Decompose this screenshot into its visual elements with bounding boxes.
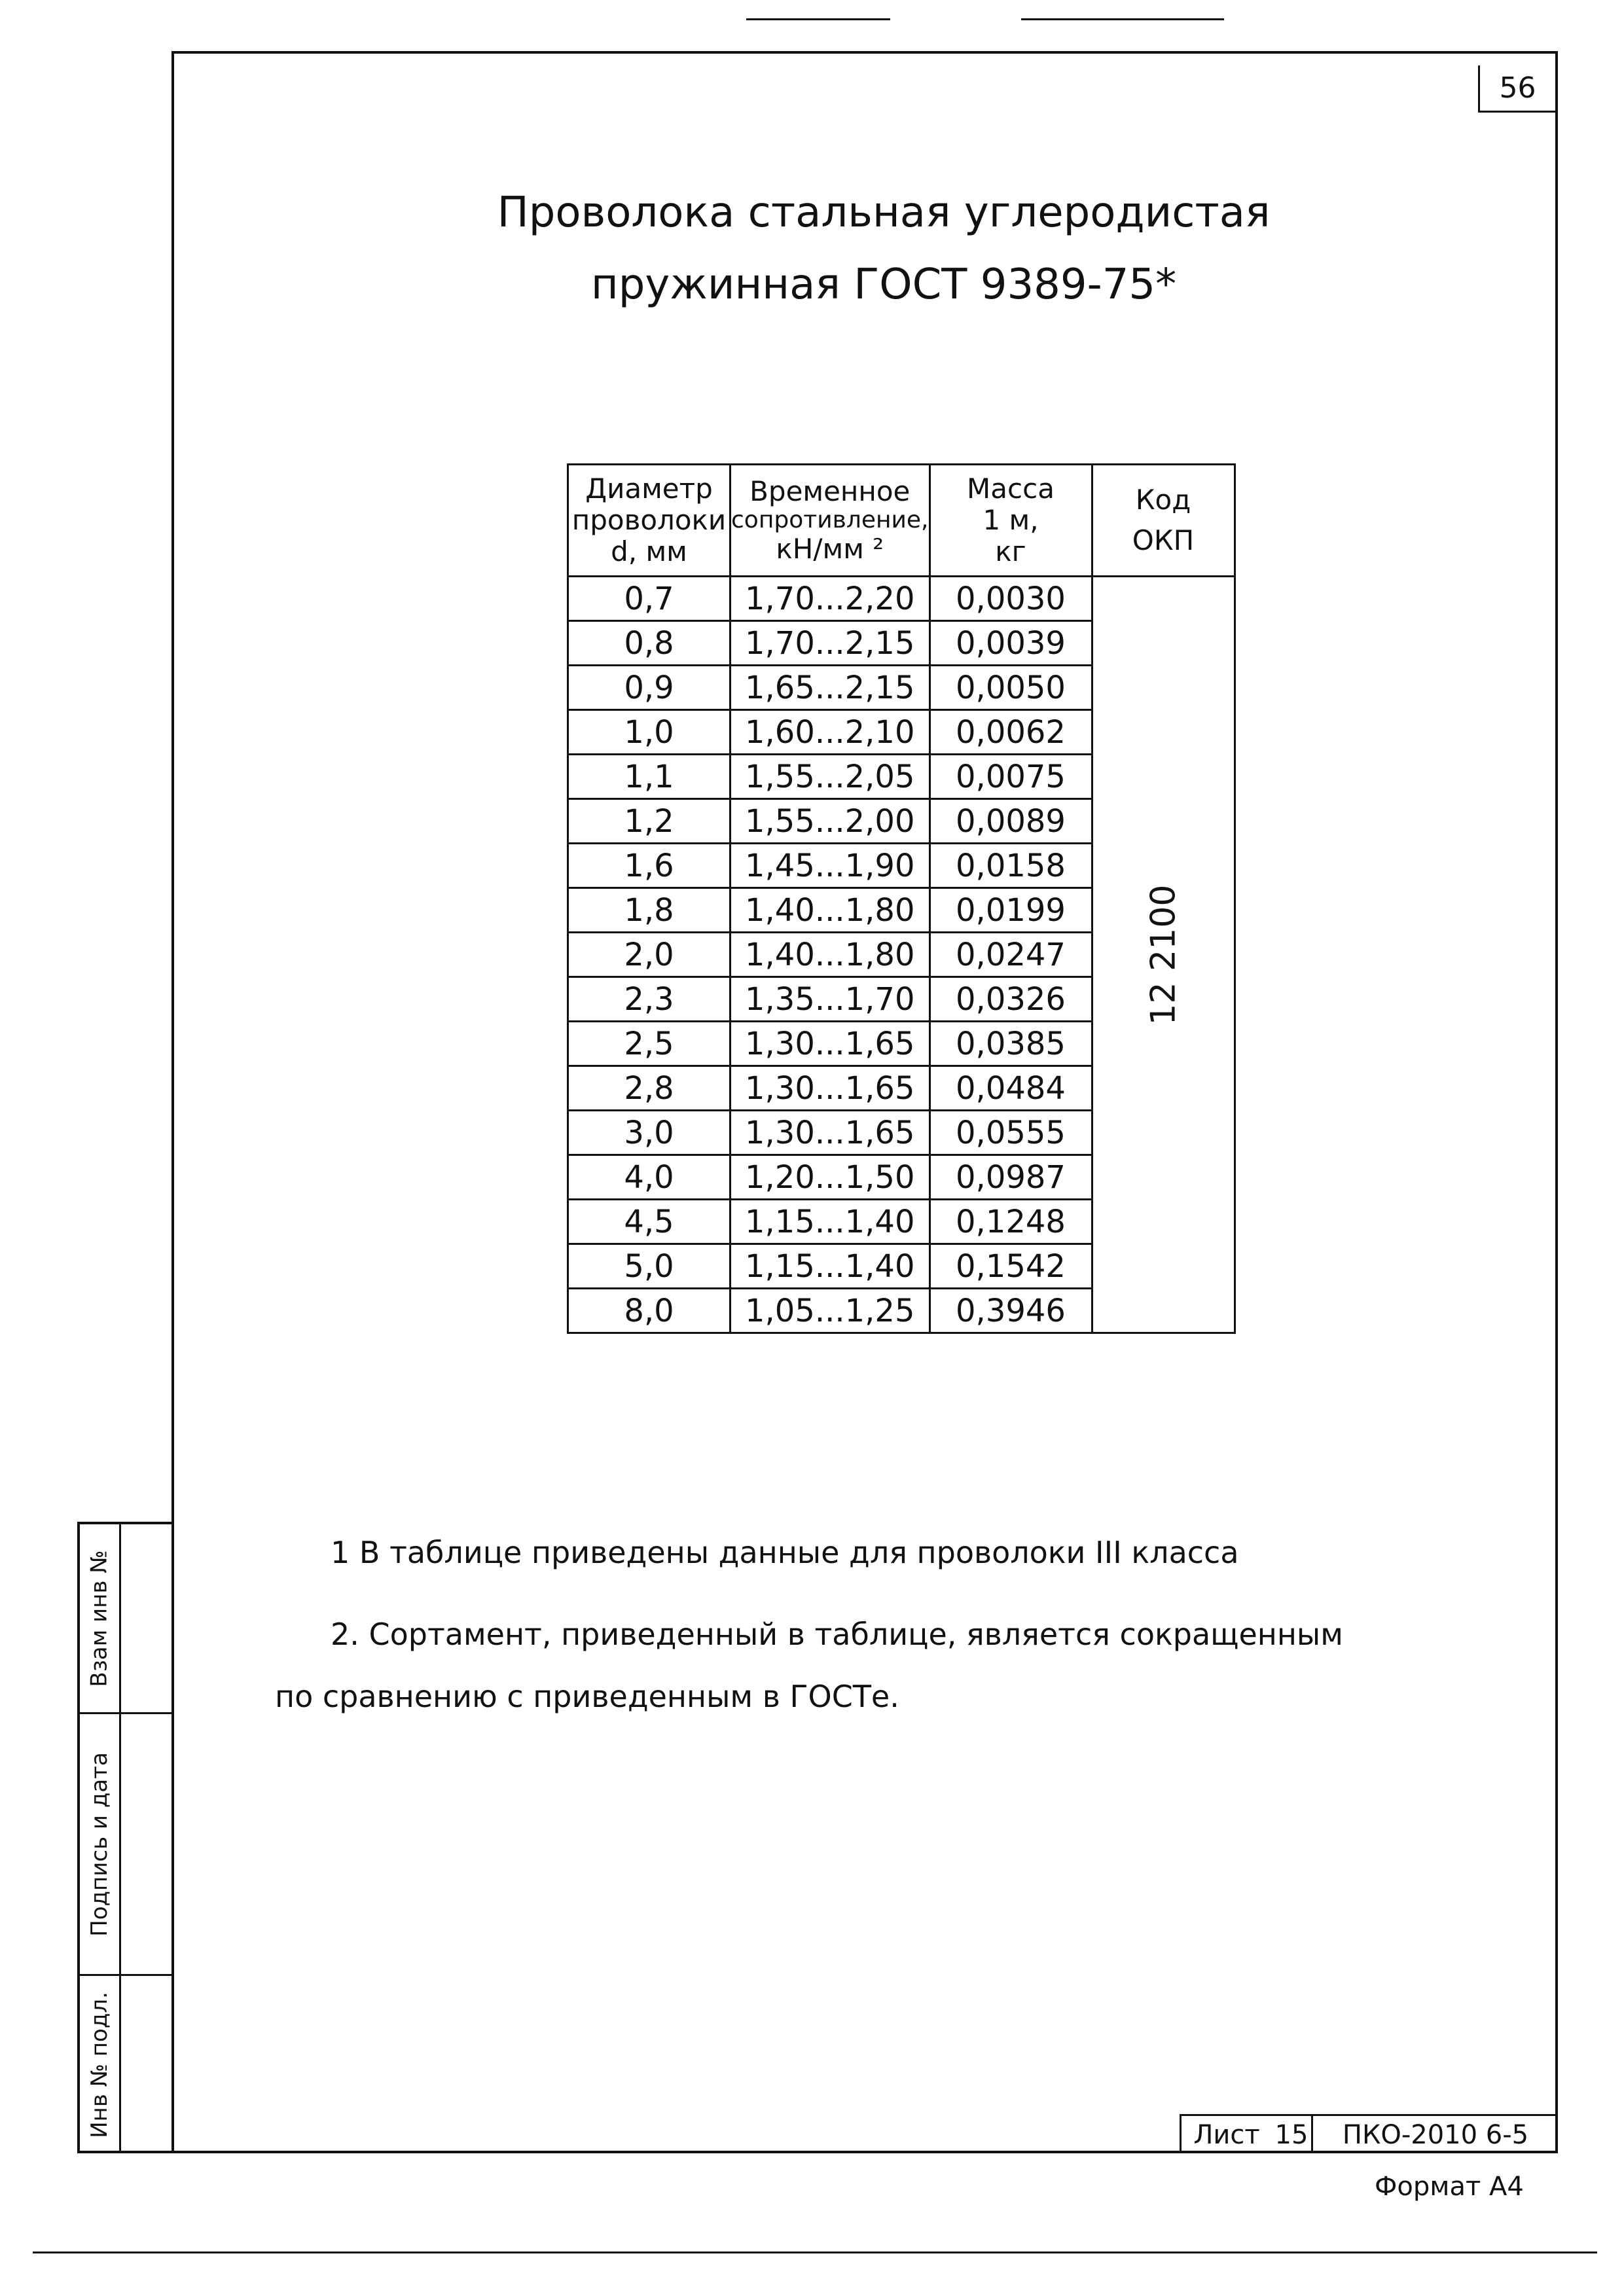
cell-diameter: 4,0 xyxy=(568,1155,731,1200)
cell-diameter: 0,8 xyxy=(568,621,731,666)
stamp-divider xyxy=(119,1524,121,2151)
cell-strength: 1,15...1,40 xyxy=(731,1200,930,1244)
cell-diameter: 5,0 xyxy=(568,1244,731,1289)
stamp-cell-vzam xyxy=(80,1524,172,1714)
note-1: 1 В таблице приведены данные для проволоки III класса xyxy=(331,1535,1239,1570)
top-line-2 xyxy=(1021,18,1224,20)
cell-mass: 0,1248 xyxy=(929,1200,1092,1244)
cell-diameter: 0,7 xyxy=(568,577,731,621)
cell-strength: 1,40...1,80 xyxy=(731,888,930,933)
bottom-line xyxy=(33,2251,1597,2253)
table-body xyxy=(568,577,1235,1333)
cell-diameter: 3,0 xyxy=(568,1111,731,1155)
sheet-label: Лист xyxy=(1193,2119,1260,2150)
cell-strength: 1,70...2,15 xyxy=(731,621,930,666)
cell-strength: 1,65...2,15 xyxy=(731,666,930,710)
header-code: Код ОКП xyxy=(1092,465,1235,577)
title-line-2: пружинная ГОСТ 9389-75* xyxy=(590,260,1177,309)
cell-strength: 1,15...1,40 xyxy=(731,1244,930,1289)
page-title xyxy=(393,177,1375,321)
okp-code-text: 12 2100 xyxy=(1144,884,1183,1026)
cell-mass: 0,0089 xyxy=(929,799,1092,844)
cell-mass: 0,0987 xyxy=(929,1155,1092,1200)
wire-table xyxy=(567,463,1236,1334)
note-2-line-2: по сравнению с приведенным в ГОСТе. xyxy=(275,1679,899,1714)
cell-strength: 1,30...1,65 xyxy=(731,1111,930,1155)
cell-strength: 1,35...1,70 xyxy=(731,977,930,1022)
cell-mass: 0,0030 xyxy=(929,577,1092,621)
cell-mass: 0,0484 xyxy=(929,1066,1092,1111)
cell-strength: 1,20...1,50 xyxy=(731,1155,930,1200)
cell-diameter: 1,2 xyxy=(568,799,731,844)
cell-strength: 1,60...2,10 xyxy=(731,710,930,755)
cell-diameter: 1,6 xyxy=(568,844,731,888)
document-code: ПКО-2010 6-5 xyxy=(1342,2119,1529,2150)
cell-diameter: 1,1 xyxy=(568,755,731,799)
cell-strength: 1,55...2,00 xyxy=(731,799,930,844)
cell-mass: 0,0247 xyxy=(929,933,1092,977)
page-number-text: 56 xyxy=(1499,71,1536,105)
cell-diameter: 1,8 xyxy=(568,888,731,933)
cell-strength: 1,30...1,65 xyxy=(731,1066,930,1111)
cell-okp-code xyxy=(1092,577,1235,1333)
stamp-cell-inv-podl xyxy=(80,1976,172,2153)
sheet-number: 15 xyxy=(1272,2116,1313,2153)
stamp-vzam-inv: Взам инв № xyxy=(86,1549,113,1687)
cell-strength: 1,30...1,65 xyxy=(731,1022,930,1066)
stamp-cell-signature xyxy=(80,1714,172,1976)
cell-mass: 0,0199 xyxy=(929,888,1092,933)
cell-mass: 0,0385 xyxy=(929,1022,1092,1066)
top-line-1 xyxy=(746,18,890,20)
stamp-inv-podl: Инв № подл. xyxy=(86,1991,113,2138)
cell-mass: 0,0075 xyxy=(929,755,1092,799)
format-label: Формат А4 xyxy=(1375,2172,1524,2202)
title-line-1: Проволока стальная углеродистая xyxy=(497,188,1271,237)
cell-mass: 0,0555 xyxy=(929,1111,1092,1155)
table-row xyxy=(568,577,1235,621)
note-2-line-1: 2. Сортамент, приведенный в таблице, является сокращенным xyxy=(331,1617,1343,1652)
cell-strength: 1,05...1,25 xyxy=(731,1289,930,1333)
cell-mass: 0,0039 xyxy=(929,621,1092,666)
header-strength: Временное сопротивление, кН/мм ² xyxy=(731,465,930,577)
stamp-signature-date: Подпись и дата xyxy=(86,1751,113,1937)
cell-diameter: 2,3 xyxy=(568,977,731,1022)
header-mass: Масса 1 м, кг xyxy=(929,465,1092,577)
cell-diameter: 2,0 xyxy=(568,933,731,977)
cell-mass: 0,0158 xyxy=(929,844,1092,888)
cell-strength: 1,45...1,90 xyxy=(731,844,930,888)
cell-strength: 1,40...1,80 xyxy=(731,933,930,977)
cell-diameter: 2,5 xyxy=(568,1022,731,1066)
page-number xyxy=(1478,65,1555,113)
cell-diameter: 4,5 xyxy=(568,1200,731,1244)
cell-diameter: 1,0 xyxy=(568,710,731,755)
cell-mass: 0,0326 xyxy=(929,977,1092,1022)
cell-mass: 0,3946 xyxy=(929,1289,1092,1333)
cell-diameter: 0,9 xyxy=(568,666,731,710)
cell-mass: 0,0062 xyxy=(929,710,1092,755)
table-header-row xyxy=(568,465,1235,577)
cell-mass: 0,0050 xyxy=(929,666,1092,710)
cell-diameter: 2,8 xyxy=(568,1066,731,1111)
left-stamp xyxy=(77,1522,172,2153)
header-diameter: Диаметр проволоки d, мм xyxy=(568,465,731,577)
cell-diameter: 8,0 xyxy=(568,1289,731,1333)
cell-strength: 1,70...2,20 xyxy=(731,577,930,621)
title-block xyxy=(1180,2114,1558,2153)
cell-mass: 0,1542 xyxy=(929,1244,1092,1289)
cell-strength: 1,55...2,05 xyxy=(731,755,930,799)
